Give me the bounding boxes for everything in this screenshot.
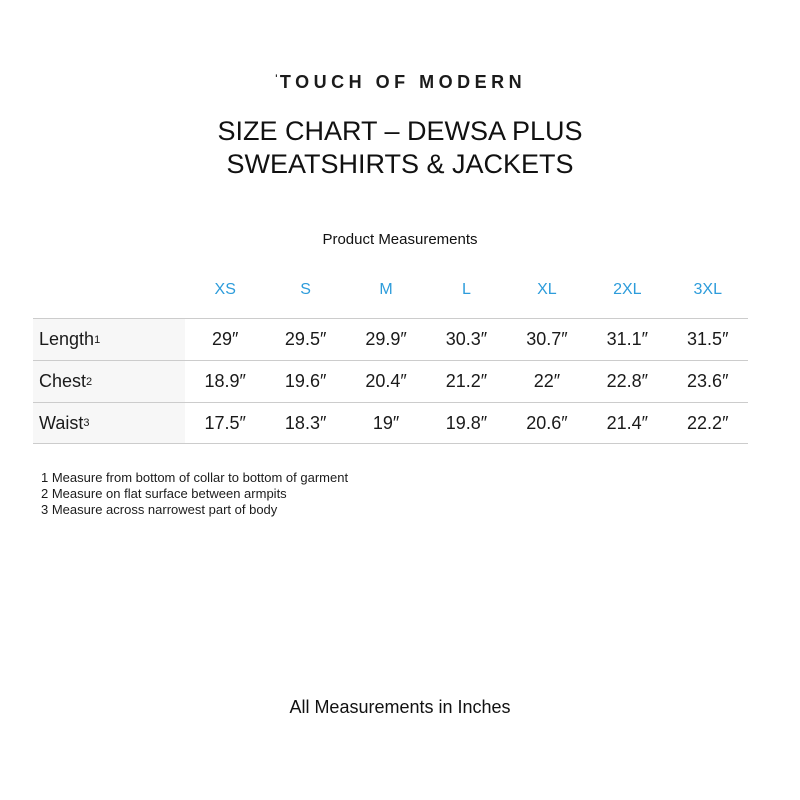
table-caption: Product Measurements [322,231,478,248]
page-title-line1: SIZE CHART – DEWSA PLUS [217,116,583,146]
measurement-value: 21.2″ [445,371,488,391]
row-label-text: Waist [39,412,84,433]
measurement-value: 20.6″ [526,412,568,433]
footnote-3: 3 Measure across narrowest part of body [41,502,278,517]
footnotes [41,470,800,518]
measurement-value: 30.7″ [526,329,568,349]
measurement-value: 31.1″ [606,329,649,349]
size-header-spacer [33,282,185,298]
measurement-value: 29.5″ [284,329,327,349]
measurement-value: 20.4″ [365,371,407,391]
measurement-value: 21.4″ [606,412,649,433]
measurement-value: 29.9″ [365,329,407,349]
measurements-table [33,249,748,444]
brand-logo-mark: ˈ [273,72,279,89]
size-header-s: S [300,281,311,298]
row-label-chest: Chest 2 [33,361,185,402]
measurement-value: 19.8″ [445,412,488,433]
measurement-value: 22.8″ [606,371,649,391]
table-row-length [33,318,748,360]
page-title-line2: SWEATSHIRTS & JACKETS [226,149,574,179]
size-header-m: M [379,281,393,298]
footnote-1: 1 Measure from bottom of collar to bottom of garment [41,470,349,485]
measurement-value: 29″ [212,329,239,349]
footnote-2: 2 Measure on flat surface between armpits [41,486,287,501]
units-note: All Measurements in Inches [289,697,511,717]
measurement-value: 19″ [372,412,400,433]
measurement-value: 18.3″ [284,412,327,433]
measurement-value: 31.5″ [687,329,729,349]
size-header-3xl: 3XL [693,281,722,298]
size-header-2xl: 2XL [613,281,642,298]
table-row-chest [33,360,748,402]
brand-logo [0,70,800,93]
measurement-value: 17.5″ [204,412,246,433]
row-label-length: Length 1 [33,319,185,360]
measurement-value: 18.9″ [204,371,246,391]
size-header-row [33,249,748,318]
size-header-l: L [462,281,471,298]
page-title [0,115,800,181]
size-header-xs: XS [214,281,236,298]
measurement-value: 22″ [533,371,561,391]
row-label-waist: Waist 3 [33,403,185,443]
measurement-value: 23.6″ [687,371,729,391]
measurement-value: 19.6″ [284,371,327,391]
row-label-text: Chest [39,371,87,391]
measurement-value: 22.2″ [687,412,729,433]
table-row-waist [33,402,748,444]
brand-logo-text: TOUCH OF MODERN [279,72,527,92]
row-label-text: Length [39,329,95,349]
measurement-value: 30.3″ [445,329,488,349]
size-header-xl: XL [537,281,557,298]
